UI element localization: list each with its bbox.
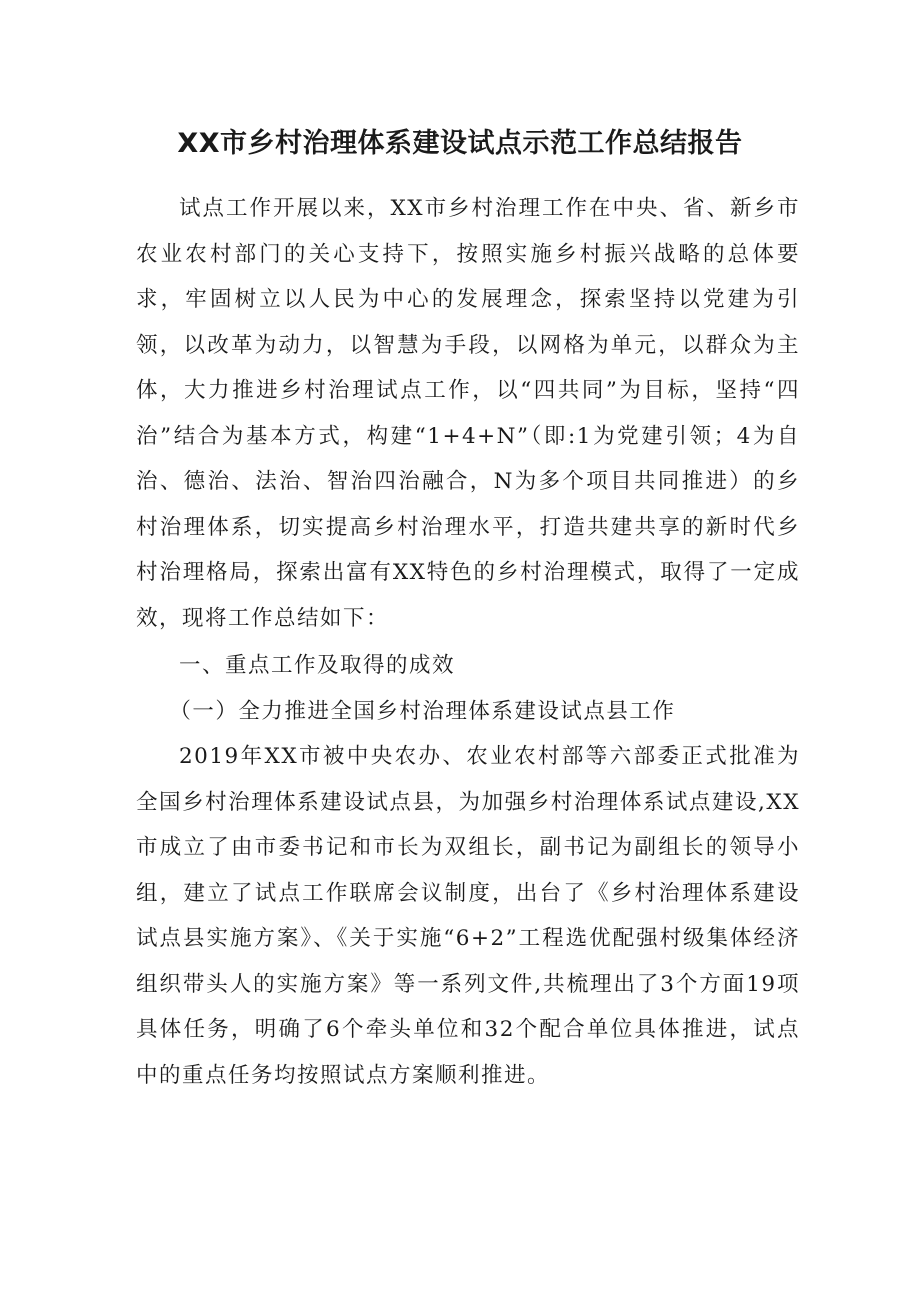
document-title: XX市乡村治理体系建设试点示范工作总结报告 [177,128,743,159]
intro-paragraph: 试点工作开展以来，XX市乡村治理工作在中央、省、新乡市农业农村部门的关心支持下，按照实施乡村振兴战略的总体要求，牢固树立以人民为中心的发展理念，探索坚持以党建为引领，以改革为动力，以智慧为手段，以网格为单元，以群众为主体，大力推进乡村治理试点工作，以“四共同”为目标，坚持“四治”结合为基本方式，构建“1+4+N”（即:1为党建引领；4为自治、德治、法治、智治四治融合，N为多个项目共同推进）的乡村治理体系，切实提高乡村治理水平，打造共建共享的新时代乡村治理格局，探索出富有XX特色的乡村治理模式，取得了一定成效，现将工作总结如下： [136,196,800,631]
section-heading: 一、重点工作及取得的成效 [179,653,456,678]
document-body [136,186,800,1098]
subsection-paragraph: 2019年XX市被中央农办、农业农村部等六部委正式批准为全国乡村治理体系建设试点县，为加强乡村治理体系试点建设,XX市成立了由市委书记和市长为双组长，副书记为副组长的领导小组，建立了试点工作联席会议制度，出台了《乡村治理体系建设试点县实施方案》、《关于实施“6+2”工程选优配强村级集体经济组织带头人的实施方案》等一系列文件,共梳理出了3个方面19项具体任务，明确了6个牵头单位和32个配合单位具体推进，试点中的重点任务均按照试点方案顺利推进。 [136,744,800,1088]
subsection-heading: （一）全力推进全国乡村治理体系建设试点县工作 [169,698,676,724]
